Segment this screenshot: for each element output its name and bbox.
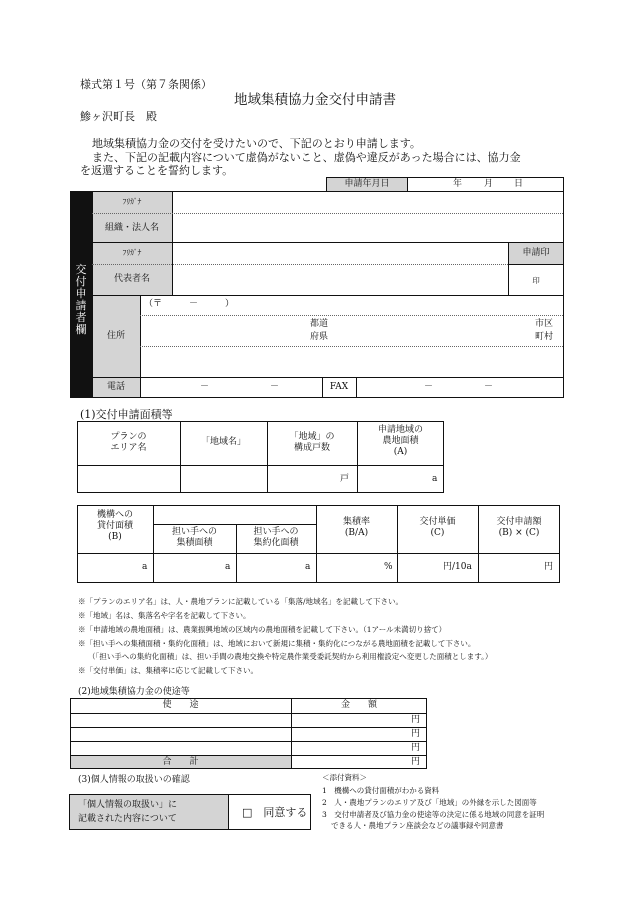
section3-title: (3)個人情報の取扱いの確認	[78, 775, 190, 785]
header-usage-amount: 金 額	[340, 700, 377, 710]
prefecture-todo: 都道	[310, 319, 329, 329]
header-amount: 交付申請額 (B) × (C)	[496, 517, 542, 538]
note-5: （「担い手への集約化面積」は、担い手間の農地交換や特定農作業受委託契約から利用権設定へ変更した面積とします。）	[88, 652, 493, 661]
attachment-1: 1 機構への貸付面積がわかる資料	[322, 786, 440, 795]
header-use: 使 途	[162, 700, 199, 710]
form-number: 様式第１号（第７条関係）	[80, 78, 212, 91]
representative-label: 代表者名	[113, 274, 150, 284]
usage-row-3-yen: 円	[411, 743, 421, 753]
note-6: ※「交付単価」は、集積率に応じて記載して下さい。	[78, 666, 258, 675]
header-plan-area: プランの エリア名	[110, 432, 147, 453]
municipality-shiku: 市区	[535, 319, 554, 329]
header-households: 「地域」の 構成戸数	[289, 432, 335, 453]
page-title: 地域集積協力金交付申請書	[234, 92, 396, 108]
fax-dash-1: －	[424, 382, 434, 392]
fax-dash-2: －	[484, 382, 494, 392]
note-2: ※「地域」名は、集落名や字名を記載して下さい。	[78, 611, 251, 620]
usage-row-2-yen: 円	[411, 729, 421, 739]
usage-row-1-yen: 円	[411, 715, 421, 725]
phone-label: 電話	[106, 382, 125, 392]
unit-farmland-a: a	[432, 474, 438, 484]
attachment-2: 2 人・農地プランのエリア及び「地域」の外縁を示した図面等	[322, 798, 537, 807]
unit-percent: %	[384, 562, 393, 572]
attachment-3a: 3 交付申請者及び協力金の使途等の決定に係る地域の同意を証明	[322, 810, 545, 819]
header-farmland-area: 申請地域の 農地面積 (A)	[377, 425, 423, 457]
attachments-title: ＜添付資料＞	[322, 773, 367, 782]
section2-title: (2)地域集積協力金の使途等	[78, 687, 190, 697]
section1-title: (1)交付申請面積等	[80, 408, 173, 421]
unit-shuseki-a: a	[225, 562, 231, 572]
header-rate: 集積率 (B/A)	[342, 517, 370, 538]
furigana-label-2: ﾌﾘｶﾞﾅ	[122, 248, 142, 257]
intro-line-2: また、下記の記載内容について虚偽がないこと、虚偽や違反があった場合には、協力金	[92, 151, 521, 164]
phone-dash-1: －	[200, 382, 210, 392]
consent-label-line-1: 「個人情報の取扱い」に	[78, 800, 178, 810]
postal-code: （〒 － ）	[144, 299, 235, 309]
seal-mark: 印	[532, 276, 540, 285]
phone-dash-2: －	[270, 382, 280, 392]
unit-lending-a: a	[142, 562, 148, 572]
note-4: ※「担い手への集積面積・集約化面積」は、地域において新規に集積・集約化につながる農地面積を記載して下さい。	[78, 639, 476, 648]
consent-label-line-2: 記載された内容について	[78, 814, 177, 824]
unit-yen: 円	[544, 562, 554, 572]
municipality-chouson: 町村	[535, 332, 554, 342]
total-label: 合 計	[162, 757, 199, 767]
agree-checkbox[interactable]: □ 同意する	[242, 806, 308, 819]
total-yen: 円	[411, 757, 421, 767]
intro-line-3: を返還することを誓約します。	[80, 164, 234, 177]
prefecture-fuken: 府県	[310, 332, 329, 342]
intro-line-1: 地域集積協力金の交付を受けたいので、下記のとおり申請します。	[92, 137, 421, 150]
attachment-3b: できる人・農地プラン座談会などの議事録や同意書	[331, 821, 504, 830]
date-day: 日	[514, 179, 524, 189]
header-chiiki-name: 「地域名」	[200, 437, 246, 447]
furigana-label-1: ﾌﾘｶﾞﾅ	[122, 197, 142, 206]
date-year: 年	[453, 179, 463, 189]
note-1: ※「プランのエリア名」は、人・農地プランに記載している「集落/地域名」を記載して下さい。	[78, 597, 404, 606]
addressee: 鯵ヶ沢町長 殿	[80, 110, 157, 123]
header-ninaite-shuyaku: 担い手への 集約化面積	[253, 527, 299, 548]
header-unit-price: 交付単価 (C)	[419, 517, 456, 538]
date-month: 月	[484, 179, 494, 189]
application-date-label: 申請年月日	[344, 179, 390, 189]
note-3: ※「申請地域の農地面積」は、農業振興地域の区域内の農地面積を記載して下さい。（1アール未満切り捨て）	[78, 625, 447, 634]
unit-households: 戸	[340, 474, 350, 484]
unit-yen-per-10a: 円/10a	[443, 562, 472, 572]
seal-label: 申請印	[522, 248, 550, 258]
fax-label: FAX	[329, 382, 349, 392]
address-label: 住所	[106, 331, 125, 341]
header-lending-area: 機構への 貸付面積 (B)	[96, 510, 133, 542]
applicant-side-label: 交付申請者欄	[75, 263, 87, 336]
org-name-label: 組織・法人名	[104, 223, 159, 233]
header-ninaite-shuseki: 担い手への 集積面積	[171, 527, 217, 548]
unit-shuyaku-a: a	[305, 562, 311, 572]
